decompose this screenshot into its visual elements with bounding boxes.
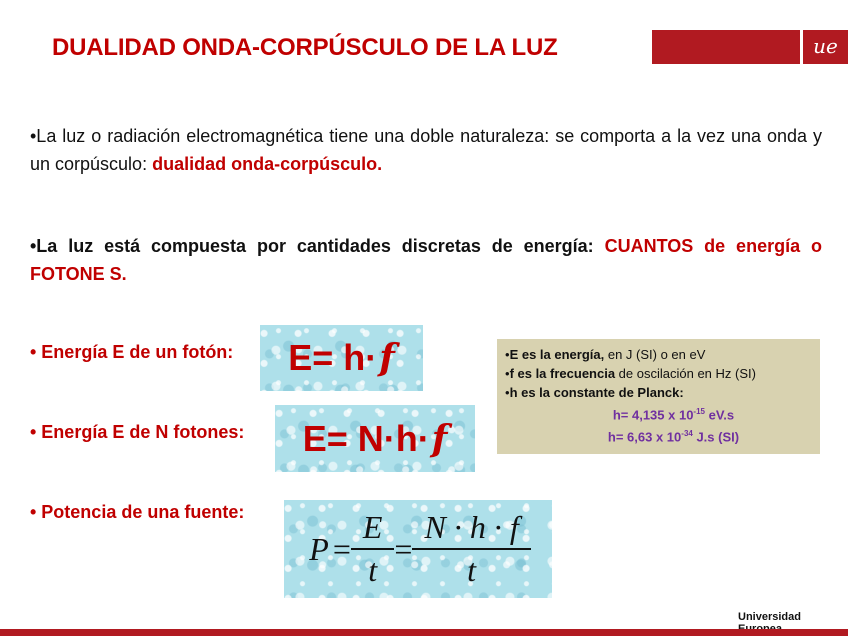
planck-ev-exp: -15 [693,407,705,416]
formula-n-photons [275,405,475,472]
brand-bar [652,30,800,64]
power-lhs: P [309,530,329,567]
footer-university-name: Universidad [738,611,801,623]
label-n-photons-energy: • Energía E de N fotones: [30,422,245,442]
power-fraction-2 [418,509,524,589]
definition-frequency-term: f es la frecuencia [509,366,616,381]
planck-si-unit: J.s (SI) [692,429,740,445]
planck-constant-ev [505,402,812,424]
formula-photon [260,325,423,391]
label-photon-energy: • Energía E de un fotón: [30,342,234,362]
formula-photon-box [260,325,423,391]
university-logo: ue [803,30,848,64]
slide-title: DUALIDAD ONDA-CORPÚSCULO DE LA LUZ [52,34,558,61]
label-source-power: • Potencia de una fuente: [30,502,245,522]
power-equals-1: = [332,530,351,567]
power-fraction-1 [357,509,389,589]
definition-frequency-desc: de oscilación en Hz (SI) [615,366,756,381]
paragraph-quanta-highlight: CUANTOS de energía o FOTONE S. [30,236,822,284]
planck-si-base: h= 6,63 x 10 [607,429,682,445]
formula-power [284,500,552,598]
power-fraction-1-den: t [351,548,395,589]
paragraph-quanta [30,232,822,288]
power-equals-2: = [394,530,413,567]
definition-planck: •h es la constante de Planck: [505,385,684,400]
planck-si-exp: -34 [681,429,693,439]
definitions-box [497,339,820,454]
planck-ev-unit: eV.s [704,407,735,423]
formula-photon-var: f [379,337,395,379]
planck-ev-base: h= 4,135 x 10 [612,407,694,423]
power-fraction-1-num: E [362,509,383,545]
definition-energy: •E es la energía, en J (SI) o en eV [505,347,706,362]
definition-frequency: •f es la frecuencia de oscilación en Hz (SI) [505,366,756,381]
planck-constant-si [505,424,812,446]
formula-n-photons-box [275,405,475,472]
formula-n-photons-var: f [431,417,448,460]
power-fraction-2-num: N · h · f [424,509,519,545]
definition-energy-term: E es la energía, [509,347,605,362]
bottom-brand-bar [0,629,848,636]
formula-power-box [284,500,552,598]
power-fraction-2-den: t [412,548,530,589]
paragraph-duality-text: •La luz o radiación electromagnética tiene una doble naturaleza: se comporta a la vez una onda y un corpúsculo: [30,126,822,174]
paragraph-quanta-text: •La luz está compuesta por cantidades discretas de energía: [30,236,605,256]
formula-n-photons-text: E= N·h· [302,417,430,459]
definition-planck-term: h es la constante de Planck: [509,385,684,400]
paragraph-duality-highlight: dualidad onda-corpúsculo. [152,154,383,174]
formula-photon-text: E= h· [288,337,378,378]
paragraph-duality [30,122,822,178]
definition-energy-desc: en J (SI) o en eV [604,347,706,362]
